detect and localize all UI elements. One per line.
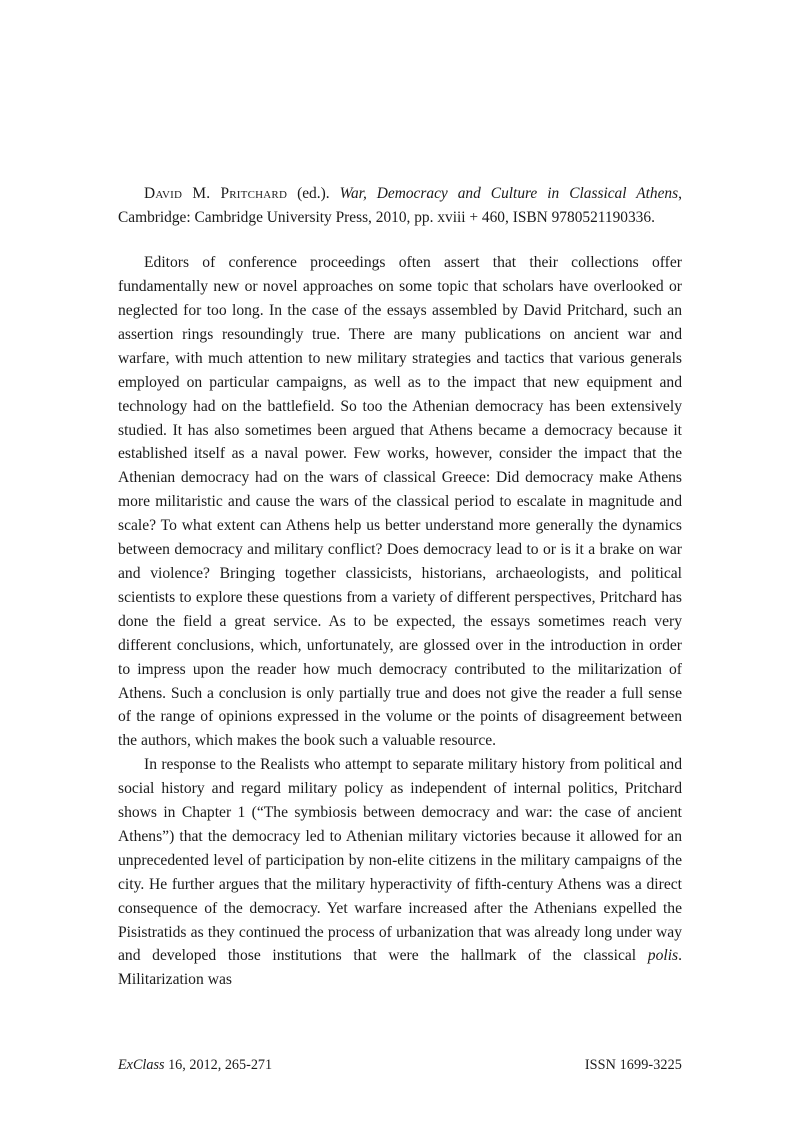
review-paragraph-1: Editors of conference proceedings often assert that their collections offer fundamentally new or novel approaches on some topic that scholars have overlooked or neglected for too long. In the case of the essays assembled by David Pritchard, such an assertion rings resoundingly true. There are many publications on ancient war and warfare, with much attention to new military strategies and tactics that various generals employed on particular campaigns, as well as to the impact that new equipment and technology had on the battlefield. So too the Athenian democracy has been extensively studied. It has also sometimes been argued that Athens became a democracy because it established itself as a naval power. Few works, however, consider the impact that the Athenian democracy had on the wars of classical Greece: Did democracy make Athens more militaristic and cause the wars of the classical period to escalate in magnitude and scale? To what extent can Athens help us better understand more generally the dynamics between democracy and military conflict? Does democracy lead to or is it a brake on war and violence? Bringing together classicists, historians, archaeologists, and political scientists to explore these questions from a variety of different perspectives, Pritchard has done the field a great service. As to be expected, the essays sometimes reach very different conclusions, which, unfortunately, are glossed over in the introduction in order to impress upon the reader how much democracy contributed to the militarization of Athens. Such a conclusion is only partially true and does not give the reader a full sense of the range of opinions expressed in the volume or the points of disagreement between the authors, which makes the book such a valuable resource. bbox=[118, 254, 682, 750]
footer-journal-reference bbox=[118, 1057, 272, 1074]
page-footer bbox=[118, 1057, 682, 1074]
journal-issue-info: 16, 2012, 265-271 bbox=[164, 1057, 273, 1073]
greek-term-polis: polis bbox=[647, 947, 679, 965]
review-paragraph-2-text-b: . Militarization was bbox=[118, 947, 682, 989]
book-citation bbox=[118, 182, 682, 229]
journal-name: ExClass bbox=[118, 1057, 165, 1073]
citation-publication-details: , Cambridge: Cambridge University Press, 2010, pp. xviii + 460, ISBN 9780521190336. bbox=[118, 185, 682, 226]
citation-work-title: War, Democracy and Culture in Classical Athens bbox=[339, 185, 679, 202]
issn-label: ISSN 1699-3225 bbox=[584, 1057, 682, 1073]
text-column bbox=[118, 182, 682, 992]
citation-editor-marker bbox=[287, 185, 297, 202]
citation-editor-label: (ed.). bbox=[297, 185, 330, 202]
review-paragraph-2 bbox=[118, 753, 682, 992]
review-paragraph-2-text-a: In response to the Realists who attempt to separate military history from political and social history and regard military policy as independent of internal politics, Pritchard shows in Chapter 1 (“The symbiosis between democracy and war: the case of ancient Athens”) that the democracy led to Athenian military victories because it allowed for an unprecedented level of participation by non-elite citizens in the military campaigns of the city. He further argues that the military hyperactivity of fifth-century Athens was a direct consequence of the democracy. Yet warfare increased after the Athenians expelled the Pisistratids as they continued the process of urbanization that was already long under way and developed those institutions that were the hallmark of the classical bbox=[118, 756, 682, 965]
citation-author: David M. Pritchard bbox=[144, 185, 288, 202]
